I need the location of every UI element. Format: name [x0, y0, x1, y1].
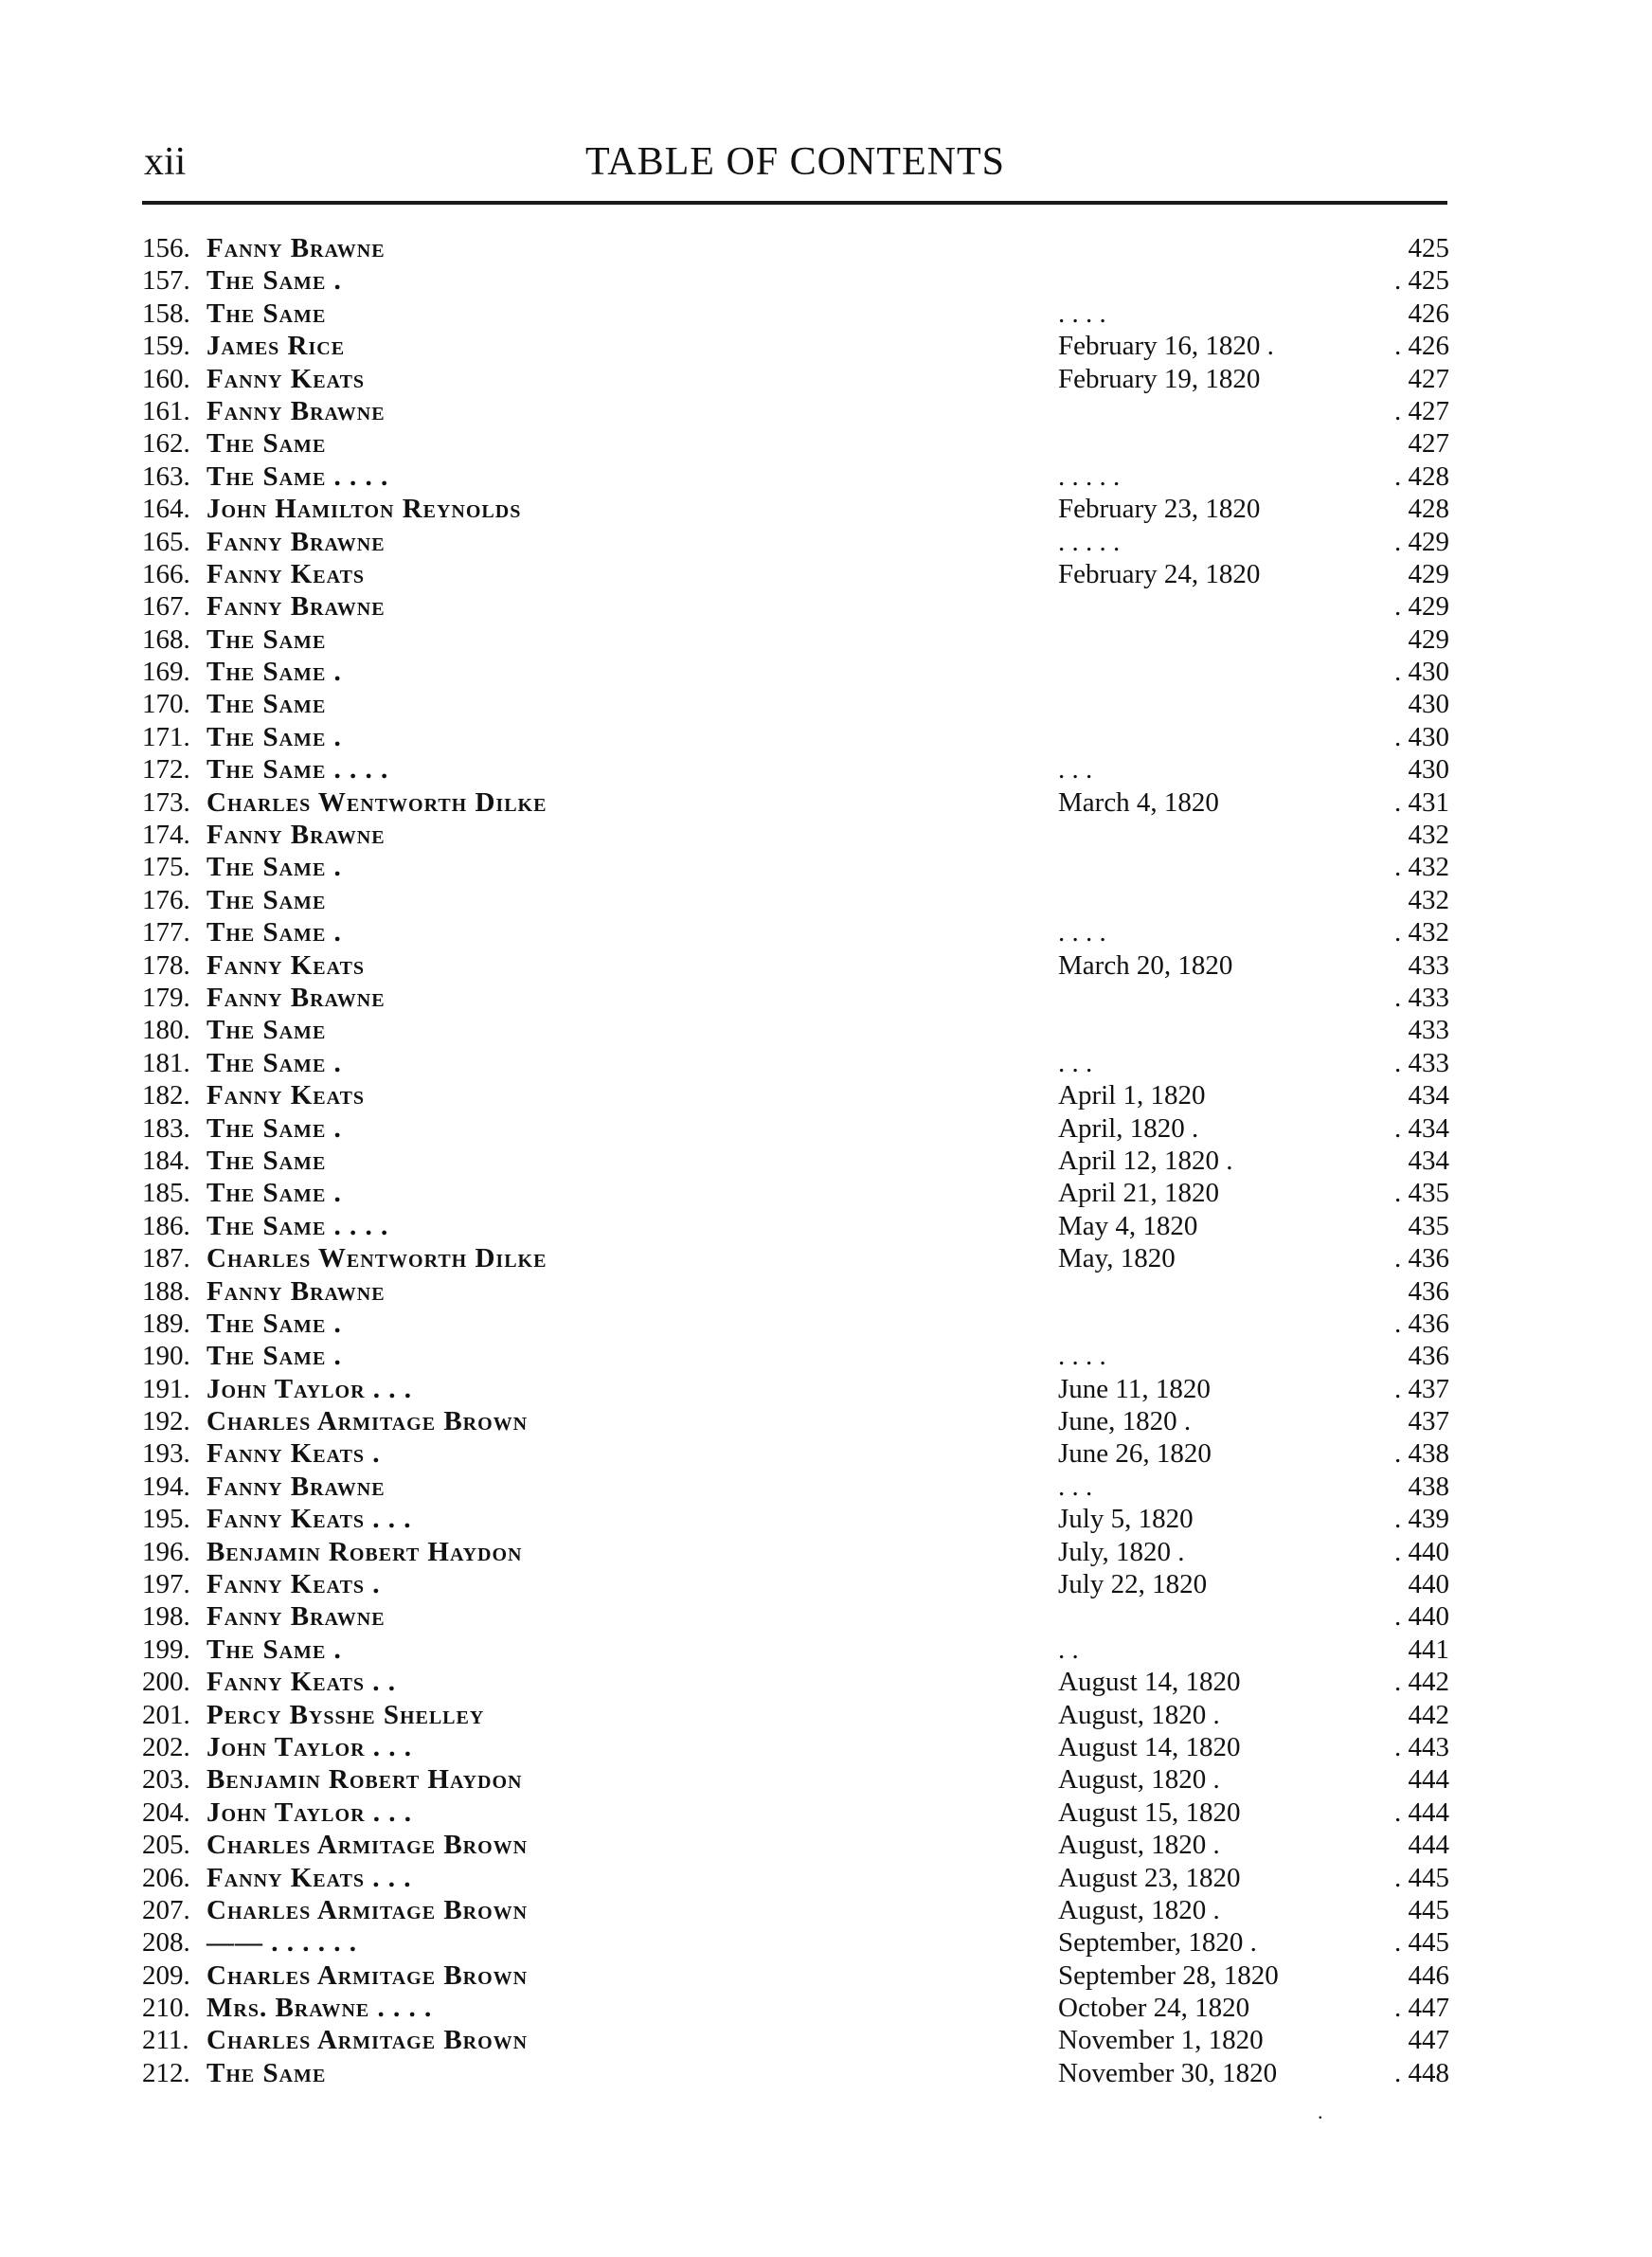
entry-recipient: The Same . [206, 1308, 342, 1339]
entry-page: . 431 [1394, 786, 1449, 818]
toc-entry [0, 1405, 1652, 1437]
entry-recipient: Fanny Keats [206, 949, 366, 981]
toc-entry [0, 264, 1652, 297]
toc-entry [0, 916, 1652, 948]
toc-entry [0, 884, 1652, 916]
entry-recipient: Mrs. Brawne . . . . [206, 1993, 433, 2024]
entry-page: 430 [1408, 754, 1449, 785]
entry-page: . 433 [1394, 982, 1449, 1013]
entry-page: . 429 [1394, 591, 1449, 623]
entry-page: 437 [1408, 1406, 1449, 1437]
entry-recipient: John Taylor . . . [206, 1797, 413, 1828]
entry-page: . 439 [1394, 1504, 1449, 1535]
entry-page: . 442 [1394, 1667, 1449, 1698]
toc-entry [0, 656, 1652, 688]
entry-recipient: The Same . . . . [206, 460, 389, 492]
entry-number: 207. [142, 1894, 190, 1925]
entry-date: . . . . [1058, 1341, 1106, 1372]
toc-entry [0, 1145, 1652, 1177]
entry-recipient: Fanny Brawne [206, 591, 386, 623]
entry-date: February 16, 1820 . [1058, 331, 1274, 362]
entry-page: . 434 [1394, 1112, 1449, 1144]
toc-entry [0, 2024, 1652, 2056]
entry-date: May, 1820 [1058, 1243, 1176, 1274]
toc-entry [0, 1699, 1652, 1731]
entry-page: 445 [1408, 1894, 1449, 1925]
entry-date: . . . . [1058, 298, 1106, 329]
toc-entry [0, 1536, 1652, 1568]
entry-recipient: The Same [206, 428, 327, 460]
stray-mark: . [1318, 2100, 1323, 2123]
entry-number: 208. [142, 1927, 190, 1959]
entry-recipient: Charles Armitage Brown [206, 1830, 529, 1861]
toc-entry [0, 1177, 1652, 1209]
entry-recipient: Fanny Keats . . [206, 1667, 397, 1698]
toc-entry [0, 1210, 1652, 1242]
entry-number: 166. [142, 558, 190, 589]
entry-date: August, 1820 . [1058, 1764, 1220, 1796]
entry-number: 167. [142, 591, 190, 623]
entry-number: 186. [142, 1210, 190, 1241]
entry-number: 194. [142, 1471, 190, 1502]
entry-page: 432 [1408, 820, 1449, 851]
entry-date: March 4, 1820 [1058, 786, 1219, 818]
toc-entry [0, 1568, 1652, 1600]
entry-recipient: Fanny Brawne [206, 820, 386, 851]
entry-recipient: The Same . [206, 1178, 342, 1209]
toc-entry [0, 1503, 1652, 1535]
entry-page: . 432 [1394, 852, 1449, 883]
toc-entry [0, 1047, 1652, 1079]
entry-recipient: The Same . [206, 657, 342, 688]
toc-entry [0, 1437, 1652, 1470]
entry-recipient: John Taylor . . . [206, 1731, 413, 1762]
entry-number: 169. [142, 657, 190, 688]
entry-page: 435 [1408, 1210, 1449, 1241]
entry-number: 161. [142, 395, 190, 426]
entry-page: 434 [1408, 1080, 1449, 1111]
entry-recipient: The Same . [206, 1112, 342, 1144]
entry-date: February 23, 1820 [1058, 494, 1261, 525]
toc-entry [0, 395, 1652, 427]
entry-recipient: The Same [206, 1015, 327, 1046]
entry-date: June, 1820 . [1058, 1406, 1192, 1437]
entry-page: . 447 [1394, 1993, 1449, 2024]
entry-date: . . . [1058, 1047, 1093, 1078]
page-number: xii [144, 140, 187, 184]
entry-number: 192. [142, 1406, 190, 1437]
entry-page: . 432 [1394, 917, 1449, 948]
entry-number: 193. [142, 1438, 190, 1470]
entry-number: 182. [142, 1080, 190, 1111]
entry-page: 436 [1408, 1275, 1449, 1307]
toc-entry [0, 786, 1652, 819]
entry-date: April 21, 1820 [1058, 1178, 1219, 1209]
entry-page: . 440 [1394, 1536, 1449, 1567]
entry-date: June 11, 1820 [1058, 1373, 1211, 1404]
toc-entry [0, 623, 1652, 656]
entry-recipient: Fanny Brawne [206, 1275, 386, 1307]
entry-number: 185. [142, 1178, 190, 1209]
entry-date: . . . [1058, 1471, 1093, 1502]
entry-number: 163. [142, 460, 190, 492]
entry-page: . 445 [1394, 1862, 1449, 1893]
entry-page: 441 [1408, 1634, 1449, 1665]
entry-number: 188. [142, 1275, 190, 1307]
entry-number: 183. [142, 1112, 190, 1144]
entry-recipient: Benjamin Robert Haydon [206, 1764, 523, 1796]
entry-page: . 448 [1394, 2057, 1449, 2088]
entry-number: 156. [142, 233, 190, 263]
entry-recipient: The Same [206, 884, 327, 915]
entry-number: 179. [142, 982, 190, 1013]
entry-number: 170. [142, 689, 190, 720]
entry-recipient: Fanny Keats . [206, 1438, 381, 1470]
entry-page: . 430 [1394, 721, 1449, 752]
entry-number: 189. [142, 1308, 190, 1339]
toc-entry [0, 1112, 1652, 1145]
toc-entry [0, 1666, 1652, 1698]
toc-entry [0, 1862, 1652, 1894]
entry-number: 158. [142, 298, 190, 329]
entry-page: 438 [1408, 1471, 1449, 1502]
entry-number: 201. [142, 1699, 190, 1730]
entry-date: May 4, 1820 [1058, 1210, 1198, 1241]
entry-date: February 24, 1820 [1058, 558, 1261, 589]
entry-date: August 23, 1820 [1058, 1862, 1241, 1893]
entry-recipient: Fanny Brawne [206, 1601, 386, 1633]
entry-date: February 19, 1820 [1058, 363, 1261, 394]
toc-entry [0, 558, 1652, 590]
entry-page: 436 [1408, 1341, 1449, 1372]
entry-recipient: The Same [206, 298, 327, 329]
entry-date: . . . . . [1058, 460, 1121, 492]
entry-recipient: John Hamilton Reynolds [206, 494, 522, 525]
entry-number: 180. [142, 1015, 190, 1046]
entry-date: . . . [1058, 754, 1093, 785]
toc-entry [0, 721, 1652, 753]
entry-date: July 22, 1820 [1058, 1569, 1208, 1600]
toc-entry [0, 982, 1652, 1014]
entry-recipient: Fanny Brawne [206, 395, 386, 426]
entry-recipient: Fanny Brawne [206, 982, 386, 1013]
toc-entry [0, 1471, 1652, 1503]
entry-number: 177. [142, 917, 190, 948]
entry-number: 181. [142, 1047, 190, 1078]
entry-page: . 444 [1394, 1797, 1449, 1828]
entry-number: 184. [142, 1145, 190, 1176]
entry-recipient: Charles Armitage Brown [206, 1959, 529, 1991]
toc-entry [0, 526, 1652, 558]
entry-number: 160. [142, 363, 190, 394]
entry-number: 199. [142, 1634, 190, 1665]
entry-recipient: The Same . [206, 1341, 342, 1372]
entry-page: . 430 [1394, 657, 1449, 688]
toc-entry [0, 1634, 1652, 1666]
entry-recipient: —— . . . . . . [206, 1927, 357, 1959]
entry-recipient: Fanny Brawne [206, 1471, 386, 1502]
entry-number: 176. [142, 884, 190, 915]
entry-date: November 30, 1820 [1058, 2057, 1278, 2088]
toc-entry [0, 949, 1652, 982]
entry-number: 171. [142, 721, 190, 752]
entry-recipient: The Same [206, 1145, 327, 1176]
entry-page: 425 [1408, 233, 1449, 263]
toc-entry [0, 2057, 1652, 2089]
entry-recipient: Percy Bysshe Shelley [206, 1699, 485, 1730]
entry-page: 432 [1408, 884, 1449, 915]
entry-number: 172. [142, 754, 190, 785]
entry-page: 440 [1408, 1569, 1449, 1600]
entry-recipient: The Same [206, 623, 327, 655]
entry-page: 426 [1408, 298, 1449, 329]
entry-page: . 437 [1394, 1373, 1449, 1404]
entry-recipient: The Same [206, 689, 327, 720]
entry-recipient: Fanny Keats [206, 363, 366, 394]
entry-number: 157. [142, 265, 190, 297]
entry-date: . . . . . [1058, 526, 1121, 557]
entry-number: 202. [142, 1731, 190, 1762]
entry-recipient: Fanny Keats [206, 1080, 366, 1111]
toc-entry [0, 1275, 1652, 1308]
entry-recipient: Charles Armitage Brown [206, 1894, 529, 1925]
entry-page: 427 [1408, 428, 1449, 460]
entry-number: 174. [142, 820, 190, 851]
entry-number: 197. [142, 1569, 190, 1600]
toc-entry [0, 753, 1652, 785]
entry-recipient: The Same . [206, 917, 342, 948]
entry-page: . 429 [1394, 526, 1449, 557]
toc-entry [0, 1079, 1652, 1111]
entry-recipient: Fanny Brawne [206, 526, 386, 557]
entry-recipient: The Same [206, 2057, 327, 2088]
toc-entry [0, 1600, 1652, 1633]
entry-recipient: Benjamin Robert Haydon [206, 1536, 523, 1567]
entry-date: June 26, 1820 [1058, 1438, 1212, 1470]
entry-recipient: The Same . [206, 852, 342, 883]
toc-entry [0, 590, 1652, 623]
entry-recipient: Charles Armitage Brown [206, 1406, 529, 1437]
entry-number: 196. [142, 1536, 190, 1567]
entry-date: July 5, 1820 [1058, 1504, 1194, 1535]
header-rule [142, 201, 1447, 205]
entry-number: 168. [142, 623, 190, 655]
entry-page: 433 [1408, 1015, 1449, 1046]
toc-entry [0, 1731, 1652, 1763]
toc-entry [0, 1763, 1652, 1796]
toc-entry [0, 1014, 1652, 1046]
entry-date: . . [1058, 1634, 1079, 1665]
entry-page: 434 [1408, 1145, 1449, 1176]
toc-entry [0, 363, 1652, 395]
entry-number: 191. [142, 1373, 190, 1404]
entry-date: April 12, 1820 . [1058, 1145, 1233, 1176]
entry-number: 198. [142, 1601, 190, 1633]
entry-recipient: Fanny Keats . . . [206, 1504, 412, 1535]
entry-recipient: Charles Wentworth Dilke [206, 1243, 548, 1274]
entry-recipient: The Same . [206, 1634, 342, 1665]
entry-date: August 15, 1820 [1058, 1797, 1241, 1828]
entry-date: August, 1820 . [1058, 1830, 1220, 1861]
toc-entry [0, 1373, 1652, 1405]
entry-date: April 1, 1820 [1058, 1080, 1206, 1111]
entry-date: August 14, 1820 [1058, 1731, 1241, 1762]
entry-recipient: The Same . [206, 265, 342, 297]
entry-page: . 443 [1394, 1731, 1449, 1762]
entry-page: 428 [1408, 494, 1449, 525]
entry-number: 173. [142, 786, 190, 818]
entry-date: July, 1820 . [1058, 1536, 1185, 1567]
entry-page: 442 [1408, 1699, 1449, 1730]
toc-entry [0, 1926, 1652, 1959]
entry-page: 429 [1408, 623, 1449, 655]
entry-page: . 440 [1394, 1601, 1449, 1633]
entry-page: . 427 [1394, 395, 1449, 426]
entry-date: October 24, 1820 [1058, 1993, 1250, 2024]
toc-entry [0, 1959, 1652, 1992]
entry-recipient: The Same . . . . [206, 754, 389, 785]
entry-recipient: Charles Wentworth Dilke [206, 786, 548, 818]
entry-recipient: Charles Armitage Brown [206, 2025, 529, 2056]
entry-recipient: The Same . [206, 721, 342, 752]
entry-page: . 426 [1394, 331, 1449, 362]
entry-page: 447 [1408, 2025, 1449, 2056]
entry-page: 430 [1408, 689, 1449, 720]
entry-page: . 436 [1394, 1308, 1449, 1339]
contents-list [0, 232, 1652, 2089]
entry-number: 205. [142, 1830, 190, 1861]
entry-page: 433 [1408, 949, 1449, 981]
entry-date: August, 1820 . [1058, 1894, 1220, 1925]
toc-entry [0, 688, 1652, 720]
toc-entry [0, 427, 1652, 460]
entry-page: . 436 [1394, 1243, 1449, 1274]
entry-recipient: The Same . [206, 1047, 342, 1078]
entry-number: 204. [142, 1797, 190, 1828]
toc-entry [0, 1894, 1652, 1926]
entry-number: 175. [142, 852, 190, 883]
entry-recipient: Fanny Keats [206, 558, 366, 589]
page-title: TABLE OF CONTENTS [585, 140, 1005, 184]
entry-recipient: Fanny Keats . [206, 1569, 381, 1600]
entry-page: . 428 [1394, 460, 1449, 492]
entry-number: 210. [142, 1993, 190, 2024]
entry-page: . 425 [1394, 265, 1449, 297]
toc-entry [0, 1340, 1652, 1372]
entry-number: 195. [142, 1504, 190, 1535]
entry-number: 212. [142, 2057, 190, 2088]
entry-recipient: Fanny Keats . . . [206, 1862, 412, 1893]
toc-entry [0, 493, 1652, 525]
toc-entry [0, 819, 1652, 851]
entry-date: November 1, 1820 [1058, 2025, 1264, 2056]
entry-date: August 14, 1820 [1058, 1667, 1241, 1698]
toc-entry [0, 298, 1652, 330]
toc-entry [0, 1308, 1652, 1340]
entry-date: September, 1820 . [1058, 1927, 1257, 1959]
entry-date: April, 1820 . [1058, 1112, 1199, 1144]
toc-entry [0, 330, 1652, 362]
entry-number: 206. [142, 1862, 190, 1893]
entry-number: 178. [142, 949, 190, 981]
entry-page: 427 [1408, 363, 1449, 394]
toc-entry [0, 1242, 1652, 1274]
entry-number: 209. [142, 1959, 190, 1991]
entry-page: 444 [1408, 1764, 1449, 1796]
entry-page: 429 [1408, 558, 1449, 589]
toc-entry [0, 1797, 1652, 1829]
entry-date: August, 1820 . [1058, 1699, 1220, 1730]
toc-entry [0, 1992, 1652, 2024]
toc-entry [0, 460, 1652, 493]
entry-number: 159. [142, 331, 190, 362]
toc-entry [0, 1829, 1652, 1861]
entry-date: . . . . [1058, 917, 1106, 948]
entry-page: 446 [1408, 1959, 1449, 1991]
entry-number: 162. [142, 428, 190, 460]
entry-page: . 435 [1394, 1178, 1449, 1209]
entry-number: 190. [142, 1341, 190, 1372]
entry-number: 200. [142, 1667, 190, 1698]
entry-date: September 28, 1820 [1058, 1959, 1279, 1991]
entry-recipient: James Rice [206, 331, 346, 362]
entry-recipient: Fanny Brawne [206, 233, 386, 263]
entry-page: 444 [1408, 1830, 1449, 1861]
entry-number: 187. [142, 1243, 190, 1274]
entry-page: . 438 [1394, 1438, 1449, 1470]
entry-number: 203. [142, 1764, 190, 1796]
entry-date: March 20, 1820 [1058, 949, 1233, 981]
entry-recipient: John Taylor . . . [206, 1373, 413, 1404]
toc-entry [0, 232, 1652, 264]
toc-entry [0, 851, 1652, 883]
entry-page: . 445 [1394, 1927, 1449, 1959]
entry-number: 164. [142, 494, 190, 525]
entry-number: 211. [142, 2025, 189, 2056]
entry-recipient: The Same . . . . [206, 1210, 389, 1241]
entry-number: 165. [142, 526, 190, 557]
entry-page: . 433 [1394, 1047, 1449, 1078]
